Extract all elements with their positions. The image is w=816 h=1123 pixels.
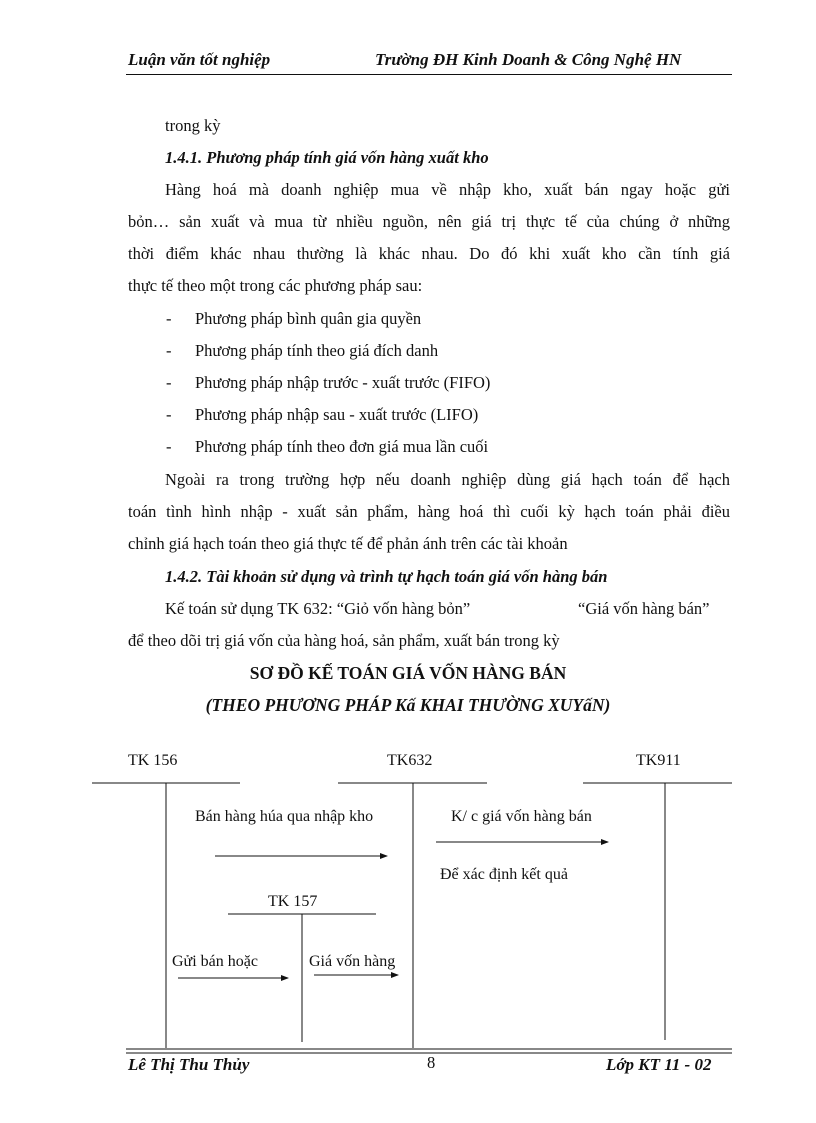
para1-line: Hàng hoá mà doanh nghiệp mua về nhập kho, xuất bán ngay hoặc gửi bbox=[165, 180, 730, 199]
para3-line2: để theo dõi trị giá vốn của hàng hoá, sản phẩm, xuất bán trong kỳ bbox=[128, 631, 560, 650]
heading-1-4-2: 1.4.2. Tài khoản sử dụng và trình tự hạch toán giá vốn hàng bán bbox=[165, 567, 608, 586]
bullet-dash: - bbox=[166, 373, 172, 392]
heading-1-4-1: 1.4.1. Phương pháp tính giá vốn hàng xuất kho bbox=[165, 148, 489, 167]
para2-line: toán tình hình nhập - xuất sản phẩm, hàng hoá thì cuối kỳ hạch toán phải điều bbox=[128, 502, 730, 521]
page-number: 8 bbox=[427, 1053, 436, 1072]
bullet-item: Phương pháp nhập trước - xuất trước (FIFO) bbox=[195, 373, 491, 392]
label-de-xac-dinh: Để xác định kết quả bbox=[440, 866, 568, 883]
label-gui-ban: Gửi bán hoặc bbox=[172, 953, 258, 970]
account-tk156: TK 156 bbox=[128, 752, 178, 769]
account-tk632: TK632 bbox=[387, 752, 433, 769]
para2-line: chỉnh giá hạch toán theo giá thực tế để phản ánh trên các tài khoản bbox=[128, 534, 568, 553]
para1-line: thời điểm khác nhau thường là khác nhau. Do đó khi xuất kho cần tính giá bbox=[128, 244, 730, 263]
header-right: Trường ĐH Kinh Doanh & Công Nghệ HN bbox=[375, 50, 682, 69]
para3-line1-b: “Giá vốn hàng bán” bbox=[578, 599, 710, 618]
para3-line1-a: Kế toán sử dụng TK 632: “Giỏ vốn hàng bỏn” bbox=[165, 599, 471, 618]
diagram-title: SƠ ĐỒ KẾ TOÁN GIÁ VỐN HÀNG BÁN bbox=[249, 663, 567, 683]
bullet-dash: - bbox=[166, 437, 172, 456]
label-kc-gia-von: K/ c giá vốn hàng bán bbox=[451, 808, 592, 825]
account-tk157: TK 157 bbox=[268, 893, 318, 910]
para2-line: Ngoài ra trong trường hợp nếu doanh nghiệp dùng giá hạch toán để hạch bbox=[165, 470, 730, 489]
header-left: Luận văn tốt nghiệp bbox=[128, 50, 271, 69]
bullet-item: Phương pháp nhập sau - xuất trước (LIFO) bbox=[195, 405, 479, 424]
label-gia-von-hang: Giá vốn hàng bbox=[309, 953, 396, 970]
bullet-item: Phương pháp tính theo đơn giá mua lần cuối bbox=[195, 437, 489, 456]
account-tk911: TK911 bbox=[636, 752, 681, 769]
bullet-dash: - bbox=[166, 309, 172, 328]
line-trong-ky: trong kỳ bbox=[165, 116, 221, 135]
para1-line: thực tế theo một trong các phương pháp sau: bbox=[128, 276, 423, 295]
para1-line: bỏn… sản xuất và mua từ nhiều nguồn, nên giá trị thực tế của chúng ở những bbox=[128, 212, 730, 231]
diagram-subtitle: (THEO PHƯƠNG PHÁP Kấ KHAI THƯỜNG XUYấN) bbox=[205, 695, 611, 715]
bullet-dash: - bbox=[166, 405, 172, 424]
bullet-dash: - bbox=[166, 341, 172, 360]
footer-author: Lê Thị Thu Thủy bbox=[128, 1055, 250, 1074]
label-ban-hang: Bán hàng húa qua nhập kho bbox=[195, 808, 374, 825]
bullet-item: Phương pháp tính theo giá đích danh bbox=[195, 341, 439, 360]
footer-class: Lớp KT 11 - 02 bbox=[606, 1055, 712, 1074]
bullet-item: Phương pháp bình quân gia quyền bbox=[195, 309, 422, 328]
